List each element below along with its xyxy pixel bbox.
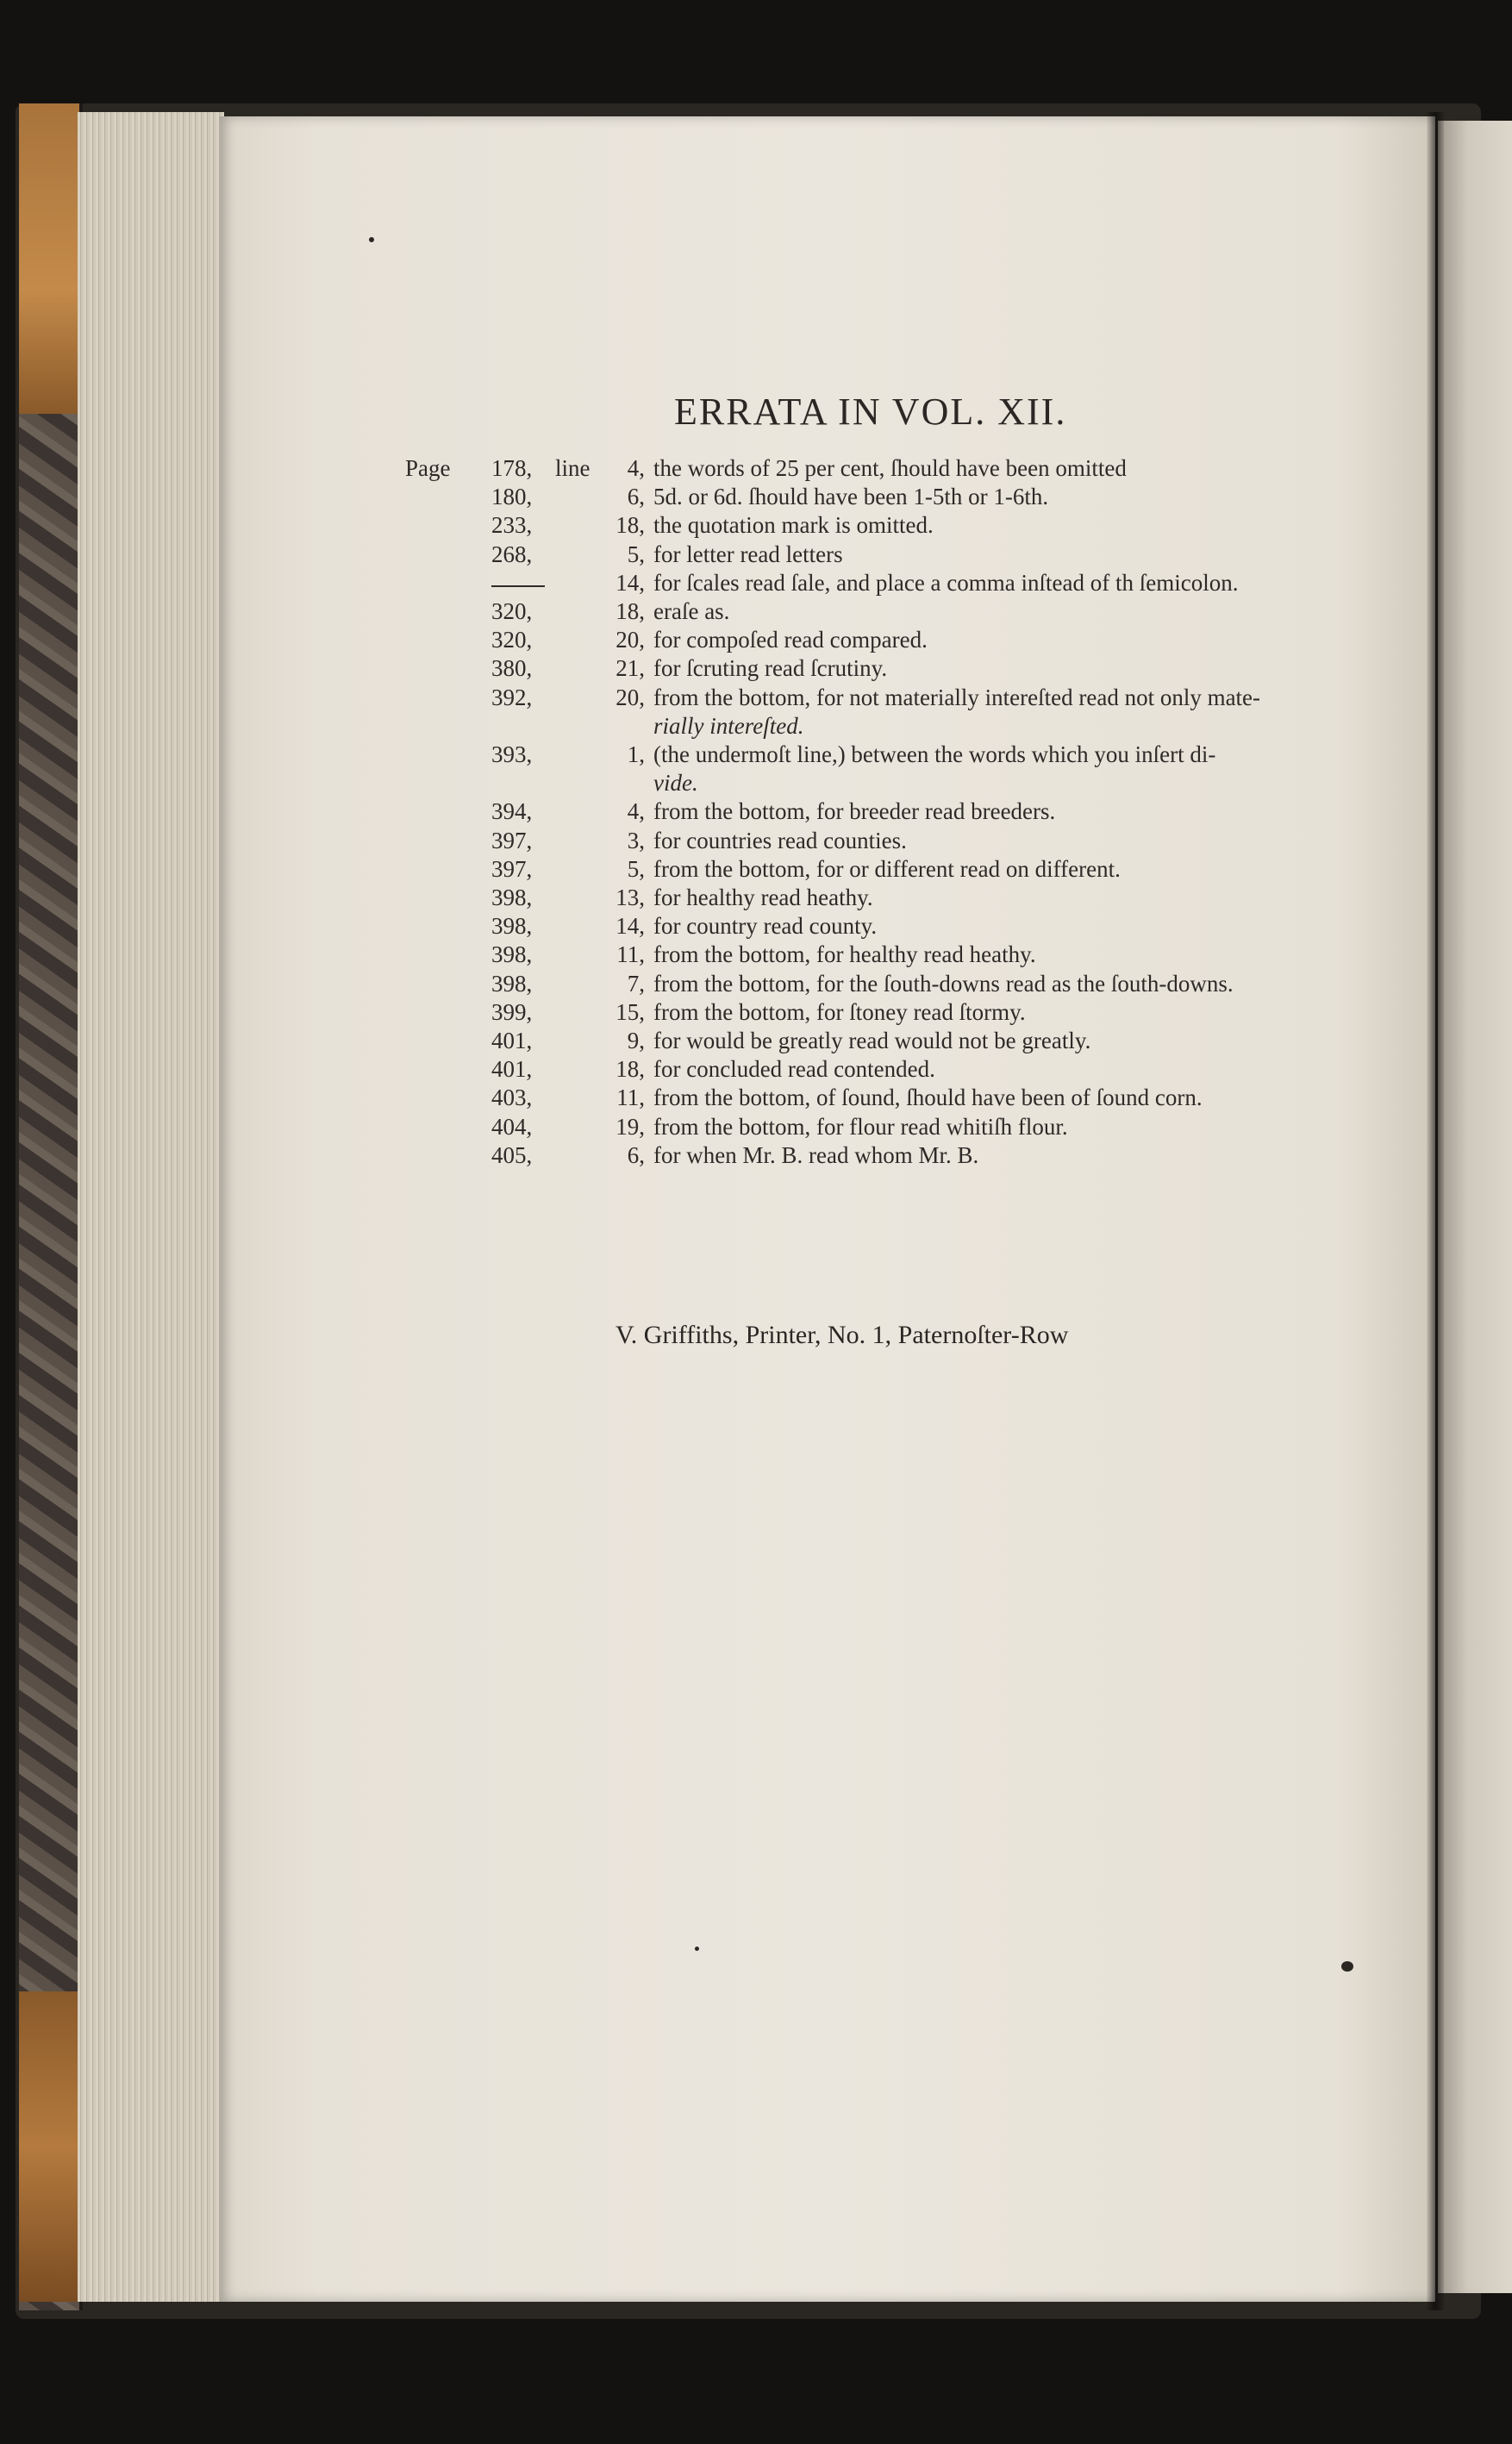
entry-line: 14,	[615, 913, 645, 940]
entry-page: 397,	[491, 827, 533, 853]
entry-correction: from the bottom, for breeder read breeders.	[653, 798, 1056, 825]
leather-corner-top	[19, 103, 79, 414]
entry-correction: 5d. or 6d. ſhould have been 1-5th or 1-6th.	[653, 484, 1049, 510]
entry-correction: from the bottom, for flour read whitiſh flour.	[653, 1113, 1068, 1140]
entry-correction: for countries read counties.	[653, 827, 907, 853]
entry-line: 9,	[627, 1028, 645, 1053]
errata-page	[220, 116, 1435, 2302]
entry-continuation: vide.	[653, 770, 698, 797]
entry-correction: from the bottom, for not materially intereſted read not only mate-	[653, 684, 1261, 710]
ink-speck	[369, 237, 374, 242]
entry-line: 11,	[616, 1084, 645, 1111]
entry-line: 4,	[627, 455, 645, 481]
entry-correction: for would be greatly read would not be greatly.	[653, 1028, 1091, 1053]
entry-page: 398,	[491, 970, 533, 997]
entry-page: 399,	[491, 998, 533, 1025]
entry-page: 180,	[491, 484, 533, 510]
entry-line: 3,	[627, 827, 645, 853]
facing-page-edge	[1438, 121, 1512, 2293]
entry-page: 398,	[491, 884, 533, 910]
entry-continuation: rially intereſted.	[653, 712, 804, 739]
entry-correction: for healthy read heathy.	[653, 884, 873, 910]
page-gutter	[1427, 112, 1444, 2310]
entry-line: 15,	[615, 998, 645, 1025]
entry-page: 397,	[491, 855, 533, 882]
entry-line: 19,	[615, 1113, 645, 1140]
entry-page: 320,	[491, 627, 533, 653]
entry-page: 393,	[491, 741, 533, 767]
entry-line: 13,	[615, 884, 645, 910]
entry-correction: for country read county.	[653, 913, 878, 940]
entry-page: 404,	[491, 1113, 533, 1140]
entry-line: 7,	[627, 970, 645, 997]
entry-page: 405,	[491, 1141, 533, 1168]
entry-line: 20,	[615, 684, 645, 710]
entry-page: 178,	[491, 455, 533, 481]
entry-line: 11,	[616, 941, 645, 968]
entry-line: 6,	[627, 1141, 645, 1168]
entry-correction: for ſcruting read ſcrutiny.	[653, 655, 888, 682]
entry-correction: from the bottom, of ſound, ſhould have been of ſound corn.	[653, 1084, 1203, 1111]
page-title: ERRATA IN VOL. XII.	[674, 391, 1067, 433]
entry-line: 18,	[615, 512, 645, 539]
ink-speck	[1341, 1961, 1353, 1972]
entry-page: 380,	[491, 655, 533, 682]
ink-speck	[695, 1947, 699, 1951]
page-label: Page	[405, 455, 451, 481]
entry-correction: from the bottom, for or different read on different.	[653, 855, 1121, 882]
entry-line: 1,	[627, 741, 645, 767]
entry-line: 21,	[615, 655, 645, 682]
entry-line: 20,	[615, 627, 645, 653]
entry-correction: for compoſed read compared.	[653, 627, 928, 653]
entry-correction: from the bottom, for ſtoney read ſtormy.	[653, 998, 1026, 1025]
entry-line: 5,	[627, 541, 645, 567]
printer-imprint: V. Griffiths, Printer, No. 1, Paternoſter-Row	[615, 1321, 1069, 1349]
entry-line: 5,	[627, 855, 645, 882]
entry-correction: for letter read letters	[653, 541, 843, 567]
entry-correction: the words of 25 per cent, ſhould have been omitted	[653, 455, 1127, 481]
entry-line: 14,	[615, 569, 645, 596]
entry-correction: from the bottom, for the ſouth-downs read as the ſouth-downs.	[653, 970, 1234, 997]
entry-page: 233,	[491, 512, 533, 539]
leather-corner-bottom	[19, 1991, 79, 2302]
entry-page: 394,	[491, 798, 533, 825]
page-edges	[78, 112, 224, 2302]
entry-correction: from the bottom, for healthy read heathy.	[653, 941, 1036, 968]
entry-line: 18,	[615, 598, 645, 624]
entry-correction: for ſcales read ſale, and place a comma inſtead of th ſemicolon.	[653, 569, 1239, 596]
entry-page: 401,	[491, 1028, 533, 1053]
entry-page: 392,	[491, 684, 533, 710]
entry-page: 401,	[491, 1056, 533, 1083]
entry-correction: eraſe as.	[653, 598, 730, 624]
entry-page: 398,	[491, 941, 533, 968]
marbled-cover	[19, 103, 83, 2310]
entry-line: 4,	[627, 798, 645, 825]
entry-line: 6,	[627, 484, 645, 510]
entry-page: 403,	[491, 1084, 533, 1111]
entry-page: 320,	[491, 598, 533, 624]
entry-page: 268,	[491, 541, 533, 567]
entry-correction: the quotation mark is omitted.	[653, 512, 934, 539]
line-label: line	[555, 455, 590, 481]
entry-correction: for when Mr. B. read whom Mr. B.	[653, 1141, 979, 1168]
entry-correction: (the undermoſt line,) between the words which you inſert di-	[653, 741, 1216, 767]
entry-line: 18,	[615, 1056, 645, 1083]
entry-correction: for concluded read contended.	[653, 1056, 935, 1083]
entry-page: 398,	[491, 913, 533, 940]
ditto-rule	[491, 585, 545, 587]
